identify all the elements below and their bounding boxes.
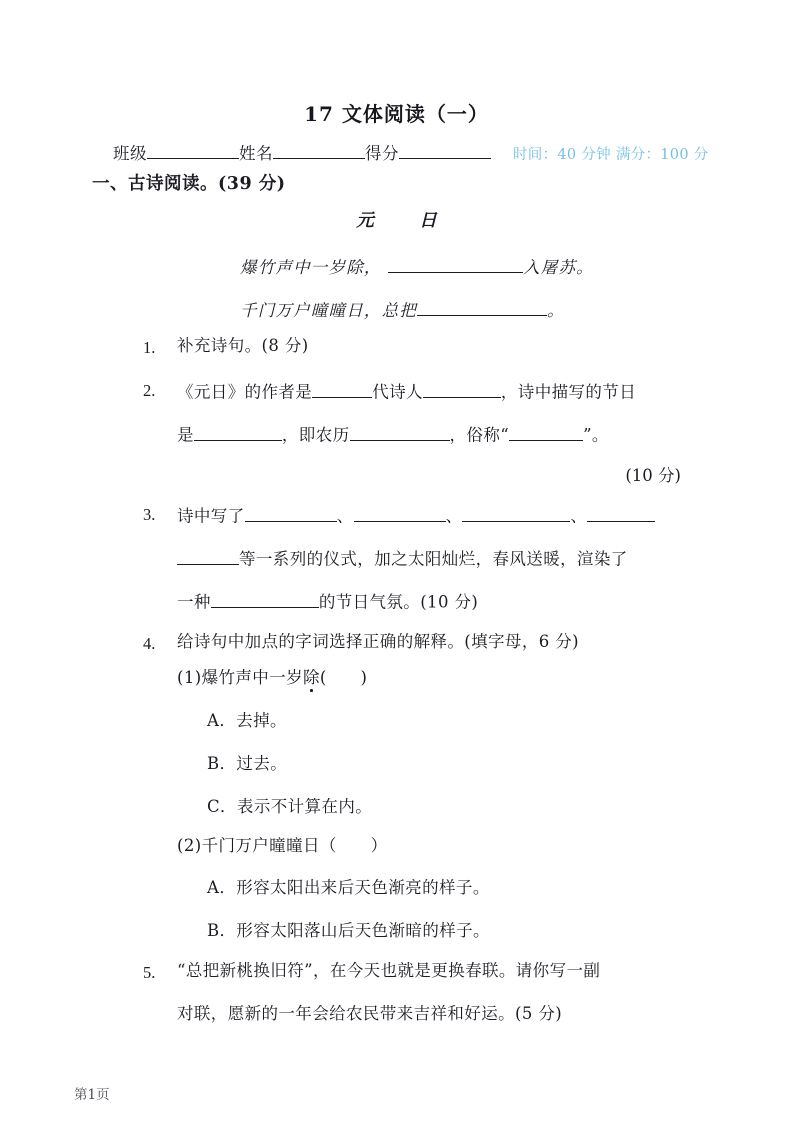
question-4-sub-1-option-b[interactable]: B．过去。 xyxy=(207,754,288,773)
question-3-blank-1[interactable] xyxy=(245,505,337,522)
question-4-sub-2-answer-bracket[interactable]: （ ） xyxy=(319,836,388,855)
page-title: 17 文体阅读（一） xyxy=(304,102,489,126)
question-2-text-part-2: 代诗人 xyxy=(372,382,423,402)
question-3-blank-2[interactable] xyxy=(354,505,446,522)
question-3-line-3 xyxy=(177,591,478,611)
question-4-sub-1-dotted-char: 除 xyxy=(302,668,320,687)
poem-line-1 xyxy=(240,254,594,278)
question-2-text-part-1: 《元日》的作者是 xyxy=(177,382,313,402)
poem-line-1-part-b: 入屠苏。 xyxy=(523,258,594,277)
question-3-line-2 xyxy=(177,548,628,568)
question-4-sub-1-option-c[interactable]: C．表示不计算在内。 xyxy=(207,797,373,816)
question-3-number: 3. xyxy=(143,505,156,524)
question-3-separator-3: 、 xyxy=(570,506,588,526)
class-blank[interactable] xyxy=(147,142,239,159)
question-3-separator-1: 、 xyxy=(336,506,354,526)
question-2-text-part-6: ，俗称“ xyxy=(449,425,510,445)
name-blank[interactable] xyxy=(273,142,365,159)
name-label: 姓名 xyxy=(239,144,273,163)
question-4-sub-2-option-b[interactable]: B．形容太阳落山后天色渐暗的样子。 xyxy=(207,921,490,940)
question-3-text-part-3: 一种 xyxy=(177,592,211,612)
name-field[interactable] xyxy=(239,140,365,164)
footer-page-number: 第1页 xyxy=(74,1087,110,1103)
question-2-line-2 xyxy=(177,424,609,444)
exam-meta-text: 时间：40 分钟 满分：100 分 xyxy=(513,147,709,163)
question-2-blank-2[interactable] xyxy=(423,381,501,398)
question-4-sub-1-answer-bracket[interactable]: ( ) xyxy=(319,668,368,687)
question-3-blank-4b[interactable] xyxy=(177,548,239,565)
question-5-line-1: “总把新桃换旧符”，在今天也就是更换春联。请你写一副 xyxy=(177,961,601,980)
question-2-text-part-4: 是 xyxy=(177,425,194,445)
question-4-number: 4. xyxy=(143,634,156,653)
question-2-line-1 xyxy=(177,381,636,401)
poem-title: 元 日 xyxy=(356,211,451,231)
poem-line-1-part-a: 爆竹声中一岁除， xyxy=(240,258,382,277)
question-3-text-part-2: 等一系列的仪式，加之太阳灿烂，春风送暖，渲染了 xyxy=(239,549,628,569)
section-heading-one: 一、古诗阅读。(39 分) xyxy=(92,174,286,194)
poem-blank-2[interactable] xyxy=(417,299,547,316)
question-4-sub-2-stem-pre: 千门万户曈曈日 xyxy=(201,836,320,855)
question-4-sub-1-option-a[interactable]: A．去掉。 xyxy=(207,711,287,730)
question-4-sub-2-stem xyxy=(177,838,388,855)
question-1-number: 1. xyxy=(143,338,156,357)
score-blank[interactable] xyxy=(399,142,491,159)
question-2-blank-5[interactable] xyxy=(509,424,583,441)
score-field[interactable] xyxy=(365,140,491,164)
question-5-number: 5. xyxy=(143,963,156,982)
poem-line-2-part-b: 。 xyxy=(547,301,565,320)
class-label: 班级 xyxy=(113,144,147,163)
question-3-separator-2: 、 xyxy=(445,506,463,526)
question-1-text: 补充诗句。(8 分) xyxy=(177,336,309,355)
question-3-blank-4a[interactable] xyxy=(587,505,655,522)
question-2-score: (10 分) xyxy=(625,466,681,485)
question-4-text: 给诗句中加点的字词选择正确的解释。(填字母，6 分) xyxy=(177,632,580,651)
question-3-blank-5[interactable] xyxy=(211,591,319,608)
question-3-text-part-4: 的节日气氛。(10 分) xyxy=(318,592,479,612)
question-4-sub-2-label: (2) xyxy=(177,836,202,855)
question-3-text-part-1: 诗中写了 xyxy=(177,506,245,526)
question-4-sub-2-option-a[interactable]: A．形容太阳出来后天色渐亮的样子。 xyxy=(207,878,490,897)
question-3-blank-3[interactable] xyxy=(462,505,570,522)
question-2-text-part-5: ，即农历 xyxy=(281,425,350,445)
question-2-blank-1[interactable] xyxy=(312,381,372,398)
question-4-sub-1-label: (1) xyxy=(177,668,202,687)
question-2-blank-3[interactable] xyxy=(194,424,282,441)
question-2-number: 2. xyxy=(143,381,156,400)
student-info-line xyxy=(113,140,709,164)
question-5-line-2: 对联，愿新的一年会给农民带来吉祥和好运。(5 分) xyxy=(177,1004,563,1023)
class-field[interactable] xyxy=(113,140,239,164)
question-2-text-part-7: ”。 xyxy=(583,425,609,445)
question-2-text-part-3: ，诗中描写的节日 xyxy=(500,382,637,402)
poem-blank-1[interactable] xyxy=(388,256,523,273)
poem-line-2-part-a: 千门万户曈曈日，总把 xyxy=(240,301,417,320)
poem-line-2 xyxy=(240,297,565,321)
question-4-sub-1-stem-pre: 爆竹声中一岁 xyxy=(201,668,303,687)
question-3-line-1 xyxy=(177,505,655,525)
question-4-sub-1-stem xyxy=(177,670,367,687)
score-label: 得分 xyxy=(365,144,399,163)
question-2-blank-4[interactable] xyxy=(350,424,450,441)
